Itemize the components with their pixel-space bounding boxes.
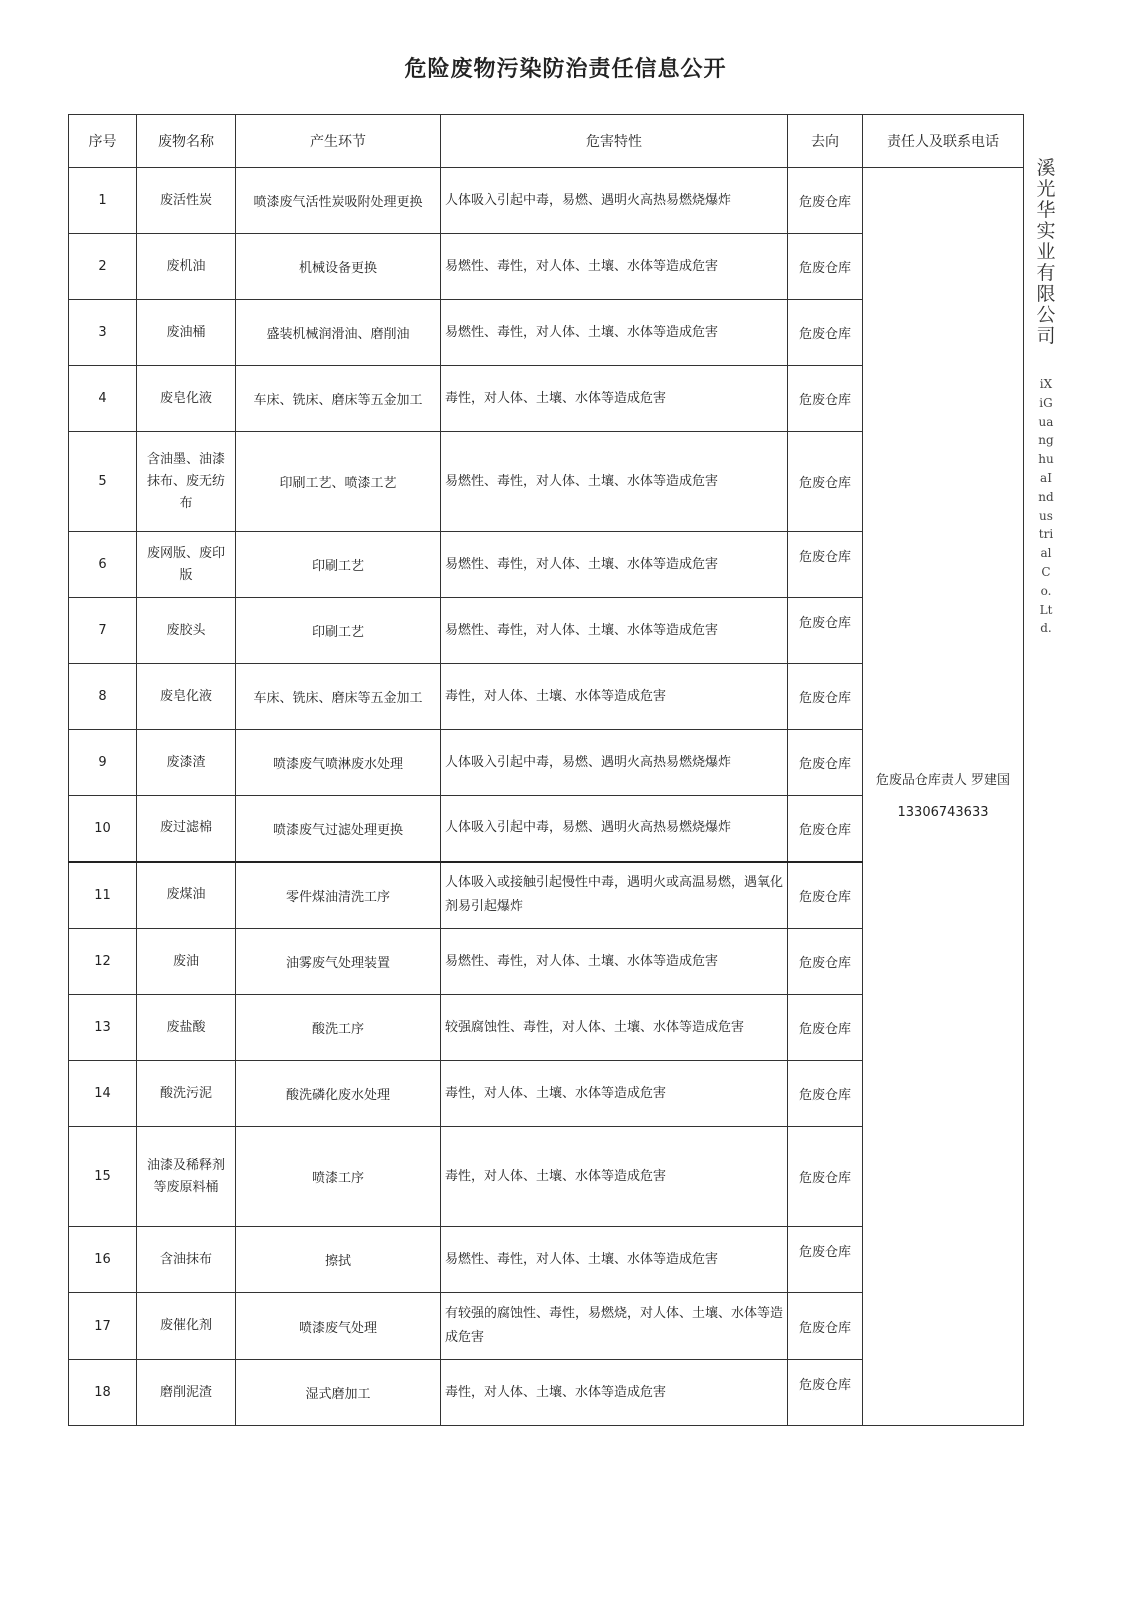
row-no: 10	[69, 796, 137, 862]
row-no: 17	[69, 1293, 137, 1360]
page-title: 危险废物污染防治责任信息公开	[404, 57, 727, 82]
responsible-person: 危废品仓库责人 罗建国	[875, 772, 1011, 788]
row-no: 1	[69, 168, 137, 234]
process: 盛装机械润滑油、磨削油	[236, 300, 441, 366]
destination: 危废仓库	[788, 796, 863, 862]
row-no: 18	[69, 1360, 137, 1426]
hazard: 毒性，对人体、土壤、水体等造成危害	[441, 1061, 788, 1127]
waste-name: 废机油	[137, 234, 236, 300]
header-no: 序号	[69, 115, 137, 168]
hazard: 易燃性、毒性，对人体、土壤、水体等造成危害	[441, 1227, 788, 1293]
hazard: 毒性，对人体、土壤、水体等造成危害	[441, 1127, 788, 1227]
hazard: 易燃性、毒性，对人体、土壤、水体等造成危害	[441, 234, 788, 300]
waste-name: 废网版、废印版	[137, 532, 236, 598]
row-no: 4	[69, 366, 137, 432]
hazard: 易燃性、毒性，对人体、土壤、水体等造成危害	[441, 432, 788, 532]
hazard: 较强腐蚀性、毒性，对人体、土壤、水体等造成危害	[441, 995, 788, 1061]
process: 酸洗磷化废水处理	[236, 1061, 441, 1127]
destination: 危废仓库	[788, 234, 863, 300]
hazard: 人体吸入引起中毒，易燃、遇明火高热易燃烧爆炸	[441, 730, 788, 796]
waste-name: 废过滤棉	[137, 796, 236, 862]
process: 车床、铣床、磨床等五金加工	[236, 366, 441, 432]
process: 喷漆废气活性炭吸附处理更换	[236, 168, 441, 234]
row-no: 7	[69, 598, 137, 664]
row-no: 16	[69, 1227, 137, 1293]
waste-name: 废胶头	[137, 598, 236, 664]
destination: 危废仓库	[788, 995, 863, 1061]
destination: 危废仓库	[788, 1061, 863, 1127]
hazard: 毒性，对人体、土壤、水体等造成危害	[441, 664, 788, 730]
responsible-phone: 13306743633	[897, 804, 989, 820]
destination: 危废仓库	[788, 862, 863, 929]
process: 印刷工艺、喷漆工艺	[236, 432, 441, 532]
destination: 危废仓库	[788, 432, 863, 532]
process: 印刷工艺	[236, 532, 441, 598]
row-no: 14	[69, 1061, 137, 1127]
waste-name: 含油墨、油漆抹布、废无纺布	[137, 432, 236, 532]
row-no: 9	[69, 730, 137, 796]
process: 车床、铣床、磨床等五金加工	[236, 664, 441, 730]
waste-name: 废催化剂	[137, 1293, 236, 1360]
row-no: 6	[69, 532, 137, 598]
destination: 危废仓库	[788, 1127, 863, 1227]
waste-name: 含油抹布	[137, 1227, 236, 1293]
header-responsible: 责任人及联系电话	[863, 115, 1024, 168]
row-no: 15	[69, 1127, 137, 1227]
process: 印刷工艺	[236, 598, 441, 664]
waste-name: 废漆渣	[137, 730, 236, 796]
hazard: 易燃性、毒性，对人体、土壤、水体等造成危害	[441, 598, 788, 664]
waste-name: 废煤油	[137, 862, 236, 929]
destination: 危废仓库	[788, 664, 863, 730]
destination: 危废仓库	[788, 300, 863, 366]
process: 擦拭	[236, 1227, 441, 1293]
process: 喷漆工序	[236, 1127, 441, 1227]
row-no: 3	[69, 300, 137, 366]
row-no: 2	[69, 234, 137, 300]
process: 喷漆废气处理	[236, 1293, 441, 1360]
process: 油雾废气处理装置	[236, 929, 441, 995]
process: 喷漆废气过滤处理更换	[236, 796, 441, 862]
waste-name: 废活性炭	[137, 168, 236, 234]
process: 机械设备更换	[236, 234, 441, 300]
hazard: 毒性，对人体、土壤、水体等造成危害	[441, 366, 788, 432]
waste-name: 废皂化液	[137, 366, 236, 432]
process: 喷漆废气喷淋废水处理	[236, 730, 441, 796]
process: 酸洗工序	[236, 995, 441, 1061]
waste-name: 油漆及稀释剂等废原料桶	[137, 1127, 236, 1227]
company-sidebar	[1033, 158, 1059, 638]
header-row	[69, 115, 1024, 168]
destination: 危废仓库	[788, 929, 863, 995]
row-no: 13	[69, 995, 137, 1061]
waste-name: 废油	[137, 929, 236, 995]
process: 湿式磨加工	[236, 1360, 441, 1426]
waste-name: 废皂化液	[137, 664, 236, 730]
hazard: 易燃性、毒性，对人体、土壤、水体等造成危害	[441, 300, 788, 366]
destination: 危废仓库	[788, 366, 863, 432]
destination: 危废仓库	[788, 1227, 863, 1293]
responsible-cell	[863, 168, 1024, 1426]
destination: 危废仓库	[788, 532, 863, 598]
hazard: 人体吸入引起中毒，易燃、遇明火高热易燃烧爆炸	[441, 796, 788, 862]
row-no: 11	[69, 862, 137, 929]
destination: 危废仓库	[788, 1293, 863, 1360]
hazard: 易燃性、毒性，对人体、土壤、水体等造成危害	[441, 929, 788, 995]
waste-name: 废油桶	[137, 300, 236, 366]
header-process: 产生环节	[236, 115, 441, 168]
row-no: 5	[69, 432, 137, 532]
company-name-zh: 溪光华实业有限公司	[1036, 157, 1056, 347]
header-name: 废物名称	[137, 115, 236, 168]
waste-name: 酸洗污泥	[137, 1061, 236, 1127]
hazard: 有较强的腐蚀性、毒性，易燃烧，对人体、土壤、水体等造成危害	[441, 1293, 788, 1360]
hazard: 易燃性、毒性，对人体、土壤、水体等造成危害	[441, 532, 788, 598]
table-row	[69, 168, 1024, 234]
header-hazard: 危害特性	[441, 115, 788, 168]
hazard: 人体吸入或接触引起慢性中毒，遇明火或高温易燃，遇氧化剂易引起爆炸	[441, 862, 788, 929]
waste-name: 废盐酸	[137, 995, 236, 1061]
hazard: 人体吸入引起中毒，易燃、遇明火高热易燃烧爆炸	[441, 168, 788, 234]
destination: 危废仓库	[788, 168, 863, 234]
row-no: 8	[69, 664, 137, 730]
hazard: 毒性，对人体、土壤、水体等造成危害	[441, 1360, 788, 1426]
waste-name: 磨削泥渣	[137, 1360, 236, 1426]
destination: 危废仓库	[788, 1360, 863, 1426]
row-no: 12	[69, 929, 137, 995]
destination: 危废仓库	[788, 730, 863, 796]
header-destination: 去向	[788, 115, 863, 168]
company-name-en: iXiGuanghuaIndustrialCo.Ltd.	[1038, 377, 1054, 636]
waste-table	[68, 114, 1024, 1426]
destination: 危废仓库	[788, 598, 863, 664]
process: 零件煤油清洗工序	[236, 862, 441, 929]
